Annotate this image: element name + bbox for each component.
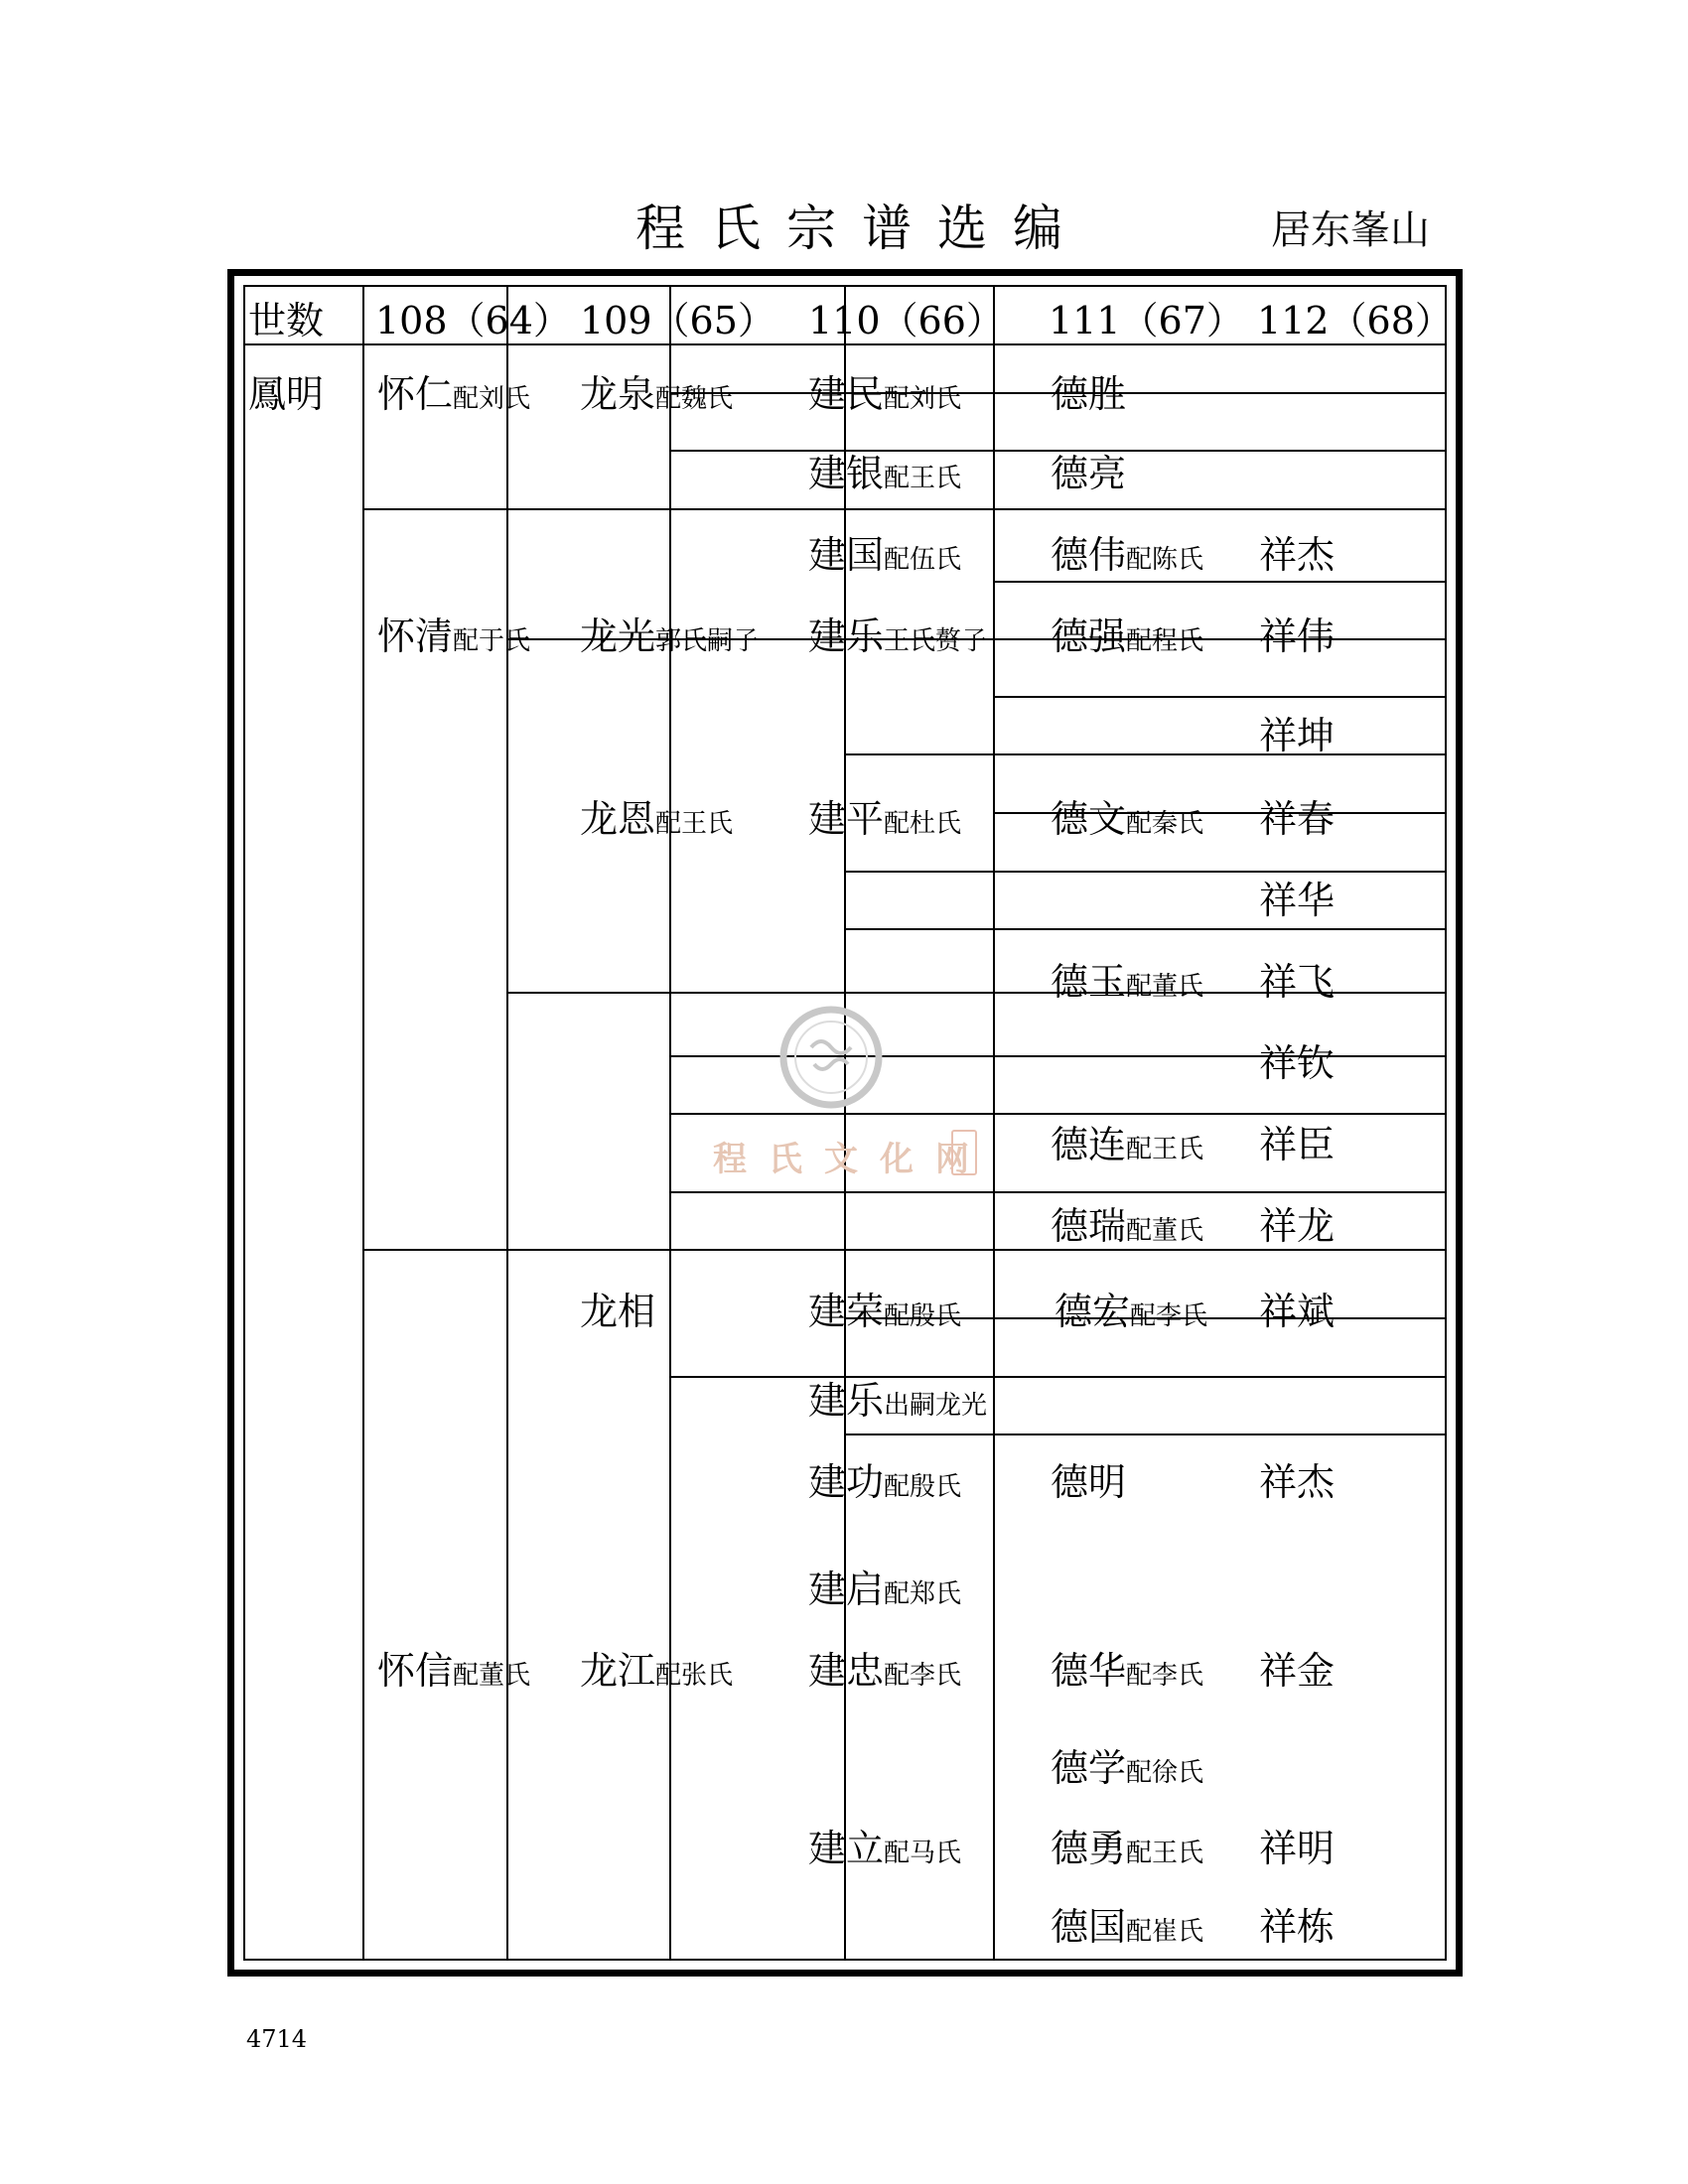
person-gen112: 祥春 xyxy=(1259,797,1336,841)
page-number: 4714 xyxy=(246,2025,308,2053)
header-generation: 世数 xyxy=(248,299,325,342)
person-gen109: 龙恩配王氏 xyxy=(580,797,734,841)
person-gen111: 德连配王氏 xyxy=(1051,1123,1204,1166)
person-gen112: 祥斌 xyxy=(1259,1290,1336,1333)
person-gen109: 龙相 xyxy=(580,1290,656,1333)
person-gen111: 德文配秦氏 xyxy=(1051,797,1204,841)
person-gen112: 祥明 xyxy=(1259,1827,1336,1870)
person-gen112: 祥金 xyxy=(1259,1649,1336,1693)
person-gen108: 怀信配董氏 xyxy=(377,1649,531,1693)
person-gen110: 建国配伍氏 xyxy=(808,533,962,577)
person-gen112: 祥伟 xyxy=(1259,614,1336,658)
person-gen112: 祥飞 xyxy=(1259,960,1336,1004)
person-gen112: 祥栋 xyxy=(1259,1905,1336,1949)
page-title: 程氏宗谱选编 xyxy=(635,200,1088,257)
person-gen110: 建忠配李氏 xyxy=(808,1649,962,1693)
person-gen111: 德国配崔氏 xyxy=(1051,1905,1204,1949)
person-gen110: 建乐王氏赘子 xyxy=(808,614,988,658)
person-gen111: 德学配徐氏 xyxy=(1051,1746,1204,1790)
person-gen111: 德华配李氏 xyxy=(1051,1649,1204,1693)
person-gen112: 祥坤 xyxy=(1259,714,1336,757)
watermark-site-name: 程氏文化网 xyxy=(713,1140,991,1179)
person-gen110: 建功配殷氏 xyxy=(808,1460,962,1504)
person-gen112: 祥钦 xyxy=(1259,1041,1336,1085)
person-gen111: 德明 xyxy=(1051,1460,1127,1504)
person-gen111: 德勇配王氏 xyxy=(1051,1827,1204,1870)
header-gen-109: 109（65） xyxy=(580,299,775,342)
person-gen110: 建启配郑氏 xyxy=(808,1568,962,1611)
person-gen110: 建乐出嗣龙光 xyxy=(808,1379,988,1423)
person-gen111: 德强配程氏 xyxy=(1051,614,1204,658)
person-gen111: 德伟配陈氏 xyxy=(1051,533,1204,577)
person-gen112: 祥杰 xyxy=(1259,533,1336,577)
header-gen-110: 110（66） xyxy=(808,299,1004,342)
header-gen-108: 108（64） xyxy=(375,299,571,342)
person-gen110: 建荣配殷氏 xyxy=(808,1290,962,1333)
person-gen112: 祥臣 xyxy=(1259,1123,1336,1166)
person-gen111: 德亮 xyxy=(1051,452,1127,495)
watermark-stamp-icon xyxy=(951,1130,977,1175)
person-gen112: 祥杰 xyxy=(1259,1460,1336,1504)
person-gen108: 怀清配于氏 xyxy=(377,614,531,658)
person-gen109: 龙光郭氏嗣子 xyxy=(580,614,760,658)
person-gen112: 祥华 xyxy=(1259,879,1336,922)
watermark-seal-icon xyxy=(776,1003,886,1112)
person-gen109: 龙泉配魏氏 xyxy=(580,372,734,416)
person-gen111: 德玉配董氏 xyxy=(1051,960,1204,1004)
person-gen108: 怀仁配刘氏 xyxy=(377,372,531,416)
location-label: 居东峯山 xyxy=(1271,207,1430,253)
ancestor-name: 鳳明 xyxy=(248,372,325,416)
person-gen110: 建立配马氏 xyxy=(808,1827,962,1870)
person-gen109: 龙江配张氏 xyxy=(580,1649,734,1693)
person-gen111: 德瑞配董氏 xyxy=(1051,1204,1204,1248)
person-gen112: 祥龙 xyxy=(1259,1204,1336,1248)
person-gen111: 德宏配李氏 xyxy=(1055,1290,1208,1333)
person-gen110: 建银配王氏 xyxy=(808,452,962,495)
person-gen110: 建平配杜氏 xyxy=(808,797,962,841)
header-gen-111: 111（67） xyxy=(1049,299,1244,342)
person-gen111: 德胜 xyxy=(1051,372,1127,416)
header-gen-112: 112（68） xyxy=(1257,299,1453,342)
person-gen110: 建民配刘氏 xyxy=(808,372,962,416)
